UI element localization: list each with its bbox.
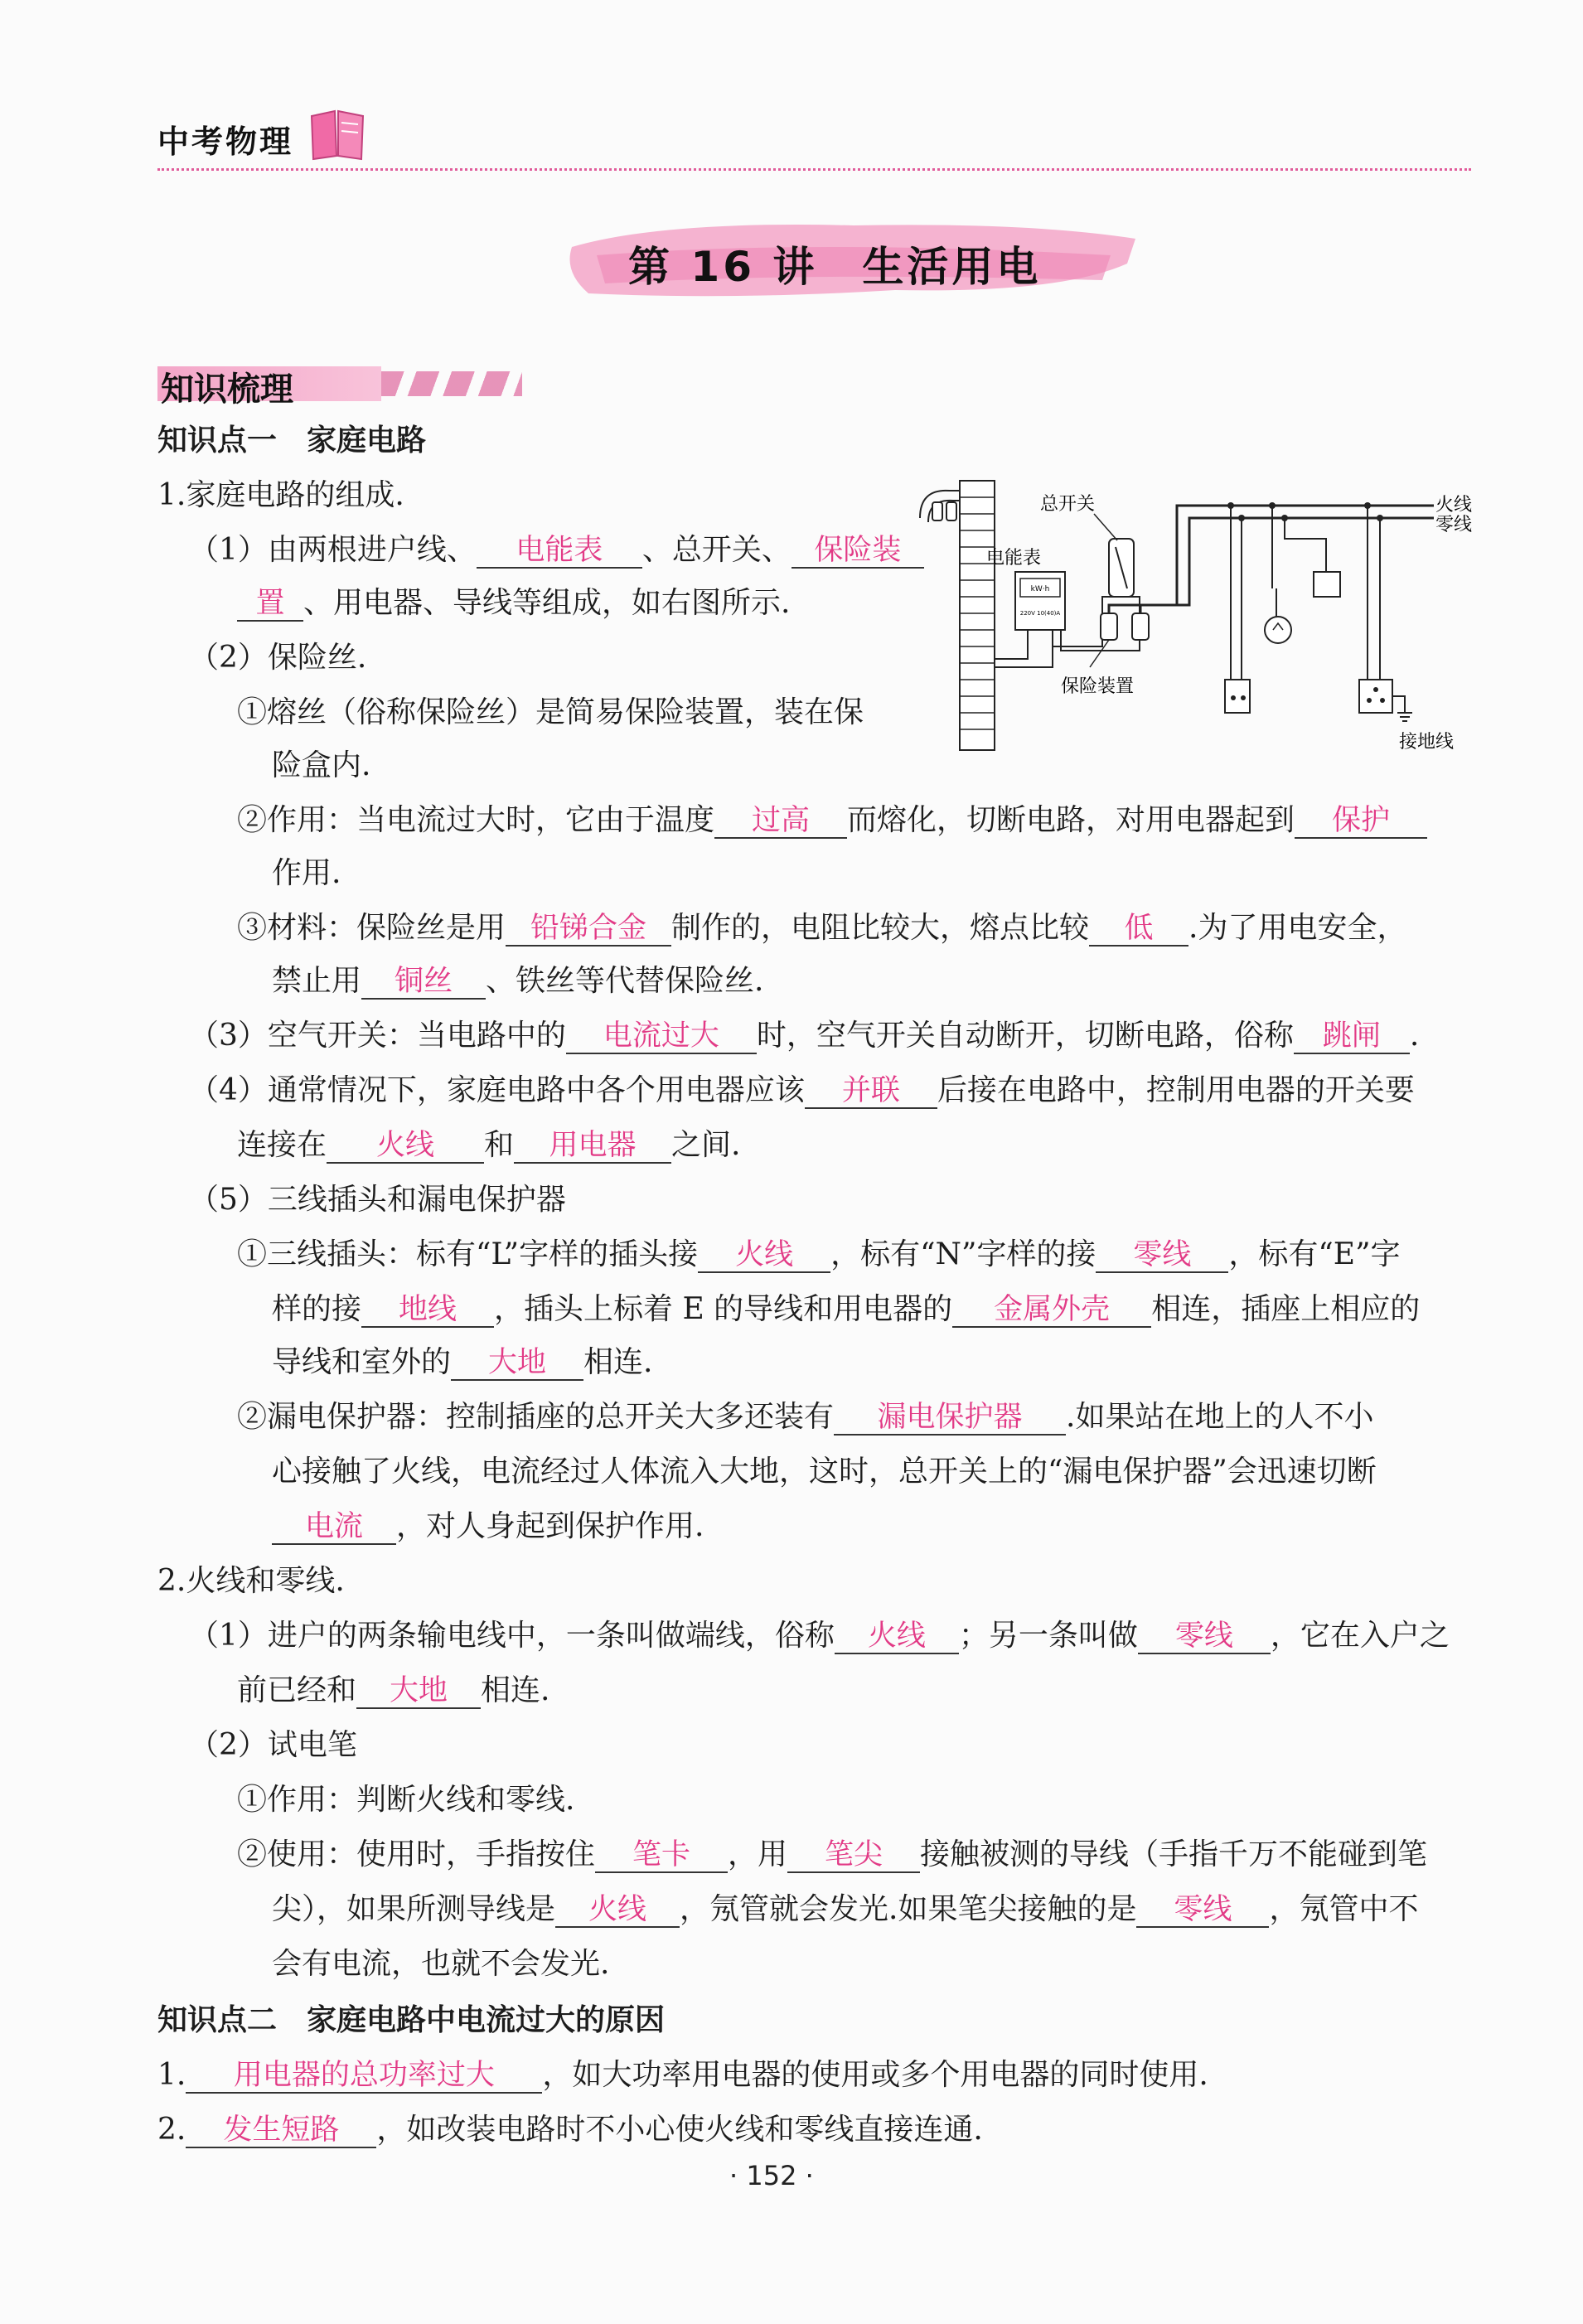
text: 后接在电路中，控制用电器的开关要 (937, 1073, 1415, 1107)
air-switch (189, 1016, 1419, 1056)
answer-blank: 并联 (805, 1074, 937, 1109)
fuse-definition-cont: 险盒内. (272, 748, 371, 782)
answer-blank: 保护 (1295, 804, 1427, 839)
text: ，如大功率用电器的使用或多个用电器的同时使用. (542, 2058, 1208, 2092)
text: 尖），如果所测导线是 (272, 1892, 556, 1926)
page-number: · 152 · (729, 2160, 814, 2191)
text: 、用电器、导线等组成，如右图所示. (303, 586, 791, 620)
answer-blank: 零线 (1138, 1620, 1271, 1654)
live-neutral-lines-cont (237, 1671, 549, 1711)
neutral-wire-label: 零线 (1435, 515, 1473, 535)
fuse-label: 保险装置 (1061, 676, 1135, 697)
section-heading-stripes (381, 371, 522, 396)
text: 1. (157, 2058, 186, 2092)
test-pen-usage (237, 1835, 1427, 1875)
three-wire-plug-cont (272, 1290, 1420, 1329)
electric-meter (995, 572, 1065, 667)
text: 前已经和 (237, 1673, 357, 1707)
fuse-function (237, 801, 1427, 840)
text: 2. (157, 2113, 186, 2147)
text: ，它在入户之 (1270, 1619, 1450, 1653)
item-2: 2.火线和零线. (157, 1564, 345, 1598)
text: .为了用电安全， (1188, 911, 1407, 945)
meter-face-rating: 220V 10(40)A (1019, 610, 1061, 617)
three-wire-plug-cont2 (272, 1343, 652, 1382)
text: ，标有“E”字 (1228, 1237, 1401, 1271)
answer-blank: 金属外壳 (952, 1293, 1151, 1328)
answer-blank: 跳闸 (1294, 1019, 1410, 1054)
answer-blank: 低 (1089, 912, 1188, 947)
answer-blank: 火线 (555, 1893, 680, 1928)
branch-lamp (1265, 506, 1340, 643)
service-entrance-insulators (920, 491, 960, 522)
text: 导线和室外的 (272, 1345, 452, 1379)
answer-blank: 置 (237, 587, 303, 622)
answer-blank: 火线 (835, 1620, 959, 1654)
cause-1 (157, 2055, 1208, 2095)
text: ，对人身起到保护作用. (396, 1509, 704, 1543)
test-pen-function: ①作用：判断火线和零线. (237, 1783, 575, 1817)
answer-blank: 笔尖 (787, 1838, 920, 1873)
answer-blank: 漏电保护器 (834, 1401, 1066, 1436)
text: 之间. (671, 1128, 741, 1162)
household-circuit-diagram (903, 472, 1484, 758)
text: 、铁丝等代替保险丝. (486, 964, 764, 998)
text: （3）空气开关：当电路中的 (189, 1019, 566, 1053)
ground-wire-label: 接地线 (1399, 732, 1455, 753)
knowledge-point-2-title: 知识点二 家庭电路中电流过大的原因 (157, 2003, 666, 2037)
paragraph-1-1-cont (237, 583, 790, 623)
lecture-title: 第 16 讲 生活用电 (628, 243, 1042, 291)
answer-blank: 铜丝 (361, 965, 486, 1000)
live-neutral-lines (189, 1616, 1450, 1656)
test-pen-usage-cont (272, 1890, 1418, 1929)
answer-blank: 电流过大 (566, 1019, 757, 1054)
fuse-material (237, 908, 1406, 948)
answer-blank: 用电器 (514, 1129, 671, 1164)
answer-blank: 零线 (1096, 1238, 1228, 1273)
answer-blank: 火线 (698, 1238, 830, 1273)
text: ，用 (728, 1837, 788, 1871)
text: ，如改装电路时不小心使火线和零线直接连通. (376, 2113, 983, 2147)
three-wire-plug (237, 1235, 1401, 1275)
answer-blank: 火线 (327, 1129, 484, 1164)
text: ③材料：保险丝是用 (237, 911, 506, 945)
leakage-protector (237, 1397, 1373, 1437)
fuse-definition: ①熔丝（俗称保险丝）是简易保险装置，装在保 (237, 695, 864, 729)
leakage-protector-cont: 心接触了火线，电流经过人体流入大地，这时，总开关上的“漏电保护器”会迅速切断 (272, 1455, 1377, 1489)
paragraph-1-1 (189, 530, 924, 570)
answer-blank: 铅锑合金 (506, 912, 671, 947)
header-divider (157, 168, 1471, 171)
text: ，插头上标着 E 的导线和用电器的 (494, 1292, 953, 1326)
text: ，氖管中不 (1269, 1892, 1419, 1926)
test-pen-heading: （2）试电笔 (189, 1728, 357, 1762)
text: ②作用：当电流过大时，它由于温度 (237, 803, 715, 837)
answer-blank: 电能表 (477, 534, 642, 569)
text: 和 (484, 1128, 515, 1162)
text: （1）由两根进户线、 (189, 533, 477, 567)
answer-blank: 过高 (714, 804, 847, 839)
appliance-connection-cont (237, 1126, 740, 1165)
text: ②漏电保护器：控制插座的总开关大多还装有 (237, 1400, 835, 1434)
paragraph-1-2: （2）保险丝. (189, 641, 367, 675)
fuse-function-cont: 作用. (272, 856, 341, 890)
fuses (1090, 613, 1149, 667)
text: 相连. (583, 1345, 653, 1379)
text: .如果站在地上的人不小 (1066, 1400, 1374, 1434)
answer-blank: 零线 (1136, 1893, 1269, 1928)
answer-blank: 大地 (451, 1346, 583, 1381)
section-heading (157, 358, 522, 409)
answer-blank: 笔卡 (595, 1838, 728, 1873)
text: ①三线插头：标有“L”字样的插头接 (237, 1237, 699, 1271)
appliance-connection (189, 1071, 1415, 1111)
three-wire-plug-heading: （5）三线插头和漏电保护器 (189, 1183, 566, 1217)
text: 相连. (481, 1673, 550, 1707)
branch-socket-1 (1225, 506, 1250, 713)
meter-label: 电能表 (986, 548, 1042, 569)
main-switch-label: 总开关 (1040, 494, 1096, 515)
cause-2 (157, 2110, 983, 2150)
answer-blank: 电流 (272, 1510, 396, 1545)
fuse-material-cont (272, 961, 763, 1001)
text: 而熔化，切断电路，对用电器起到 (847, 803, 1295, 837)
knowledge-point-1-title: 知识点一 家庭电路 (157, 424, 427, 458)
text: 相连，插座上相应的 (1151, 1292, 1421, 1326)
lecture-title-banner (564, 214, 1144, 307)
leakage-protector-cont2 (272, 1507, 704, 1547)
text: 禁止用 (272, 964, 362, 998)
answer-blank: 大地 (356, 1674, 481, 1709)
text: （1）进户的两条输电线中，一条叫做端线，俗称 (189, 1619, 835, 1653)
live-wire-label: 火线 (1435, 495, 1473, 516)
text: ；另一条叫做 (958, 1619, 1138, 1653)
answer-blank: 发生短路 (186, 2113, 376, 2148)
branch-socket-2 (1359, 506, 1412, 721)
text: 、总开关、 (641, 533, 792, 567)
answer-blank: 保险装 (792, 534, 924, 569)
text: ，氖管就会发光.如果笔尖接触的是 (680, 1892, 1137, 1926)
text: . (1409, 1019, 1420, 1053)
section-heading-text: 知识梳理 (161, 370, 293, 409)
text: 样的接 (272, 1292, 362, 1326)
text: （4）通常情况下，家庭电路中各个用电器应该 (189, 1073, 805, 1107)
test-pen-usage-cont2: 会有电流，也就不会发光. (272, 1947, 610, 1981)
text: ②使用：使用时，手指按住 (237, 1837, 596, 1871)
book-icon (308, 106, 366, 161)
item-1: 1.家庭电路的组成. (157, 478, 404, 512)
answer-blank: 地线 (361, 1293, 494, 1328)
book-title: 中考物理 (157, 123, 294, 160)
answer-blank: 用电器的总功率过大 (186, 2059, 542, 2094)
text: 接触被测的导线（手指千万不能碰到笔 (920, 1837, 1428, 1871)
text: 制作的，电阻比较大，熔点比较 (671, 911, 1090, 945)
text: ，标有“N”字样的接 (830, 1237, 1096, 1271)
wall (960, 481, 995, 750)
text: 连接在 (237, 1128, 327, 1162)
meter-face-unit: kW·h (1030, 585, 1050, 593)
text: 时，空气开关自动断开，切断电路，俗称 (756, 1019, 1294, 1053)
